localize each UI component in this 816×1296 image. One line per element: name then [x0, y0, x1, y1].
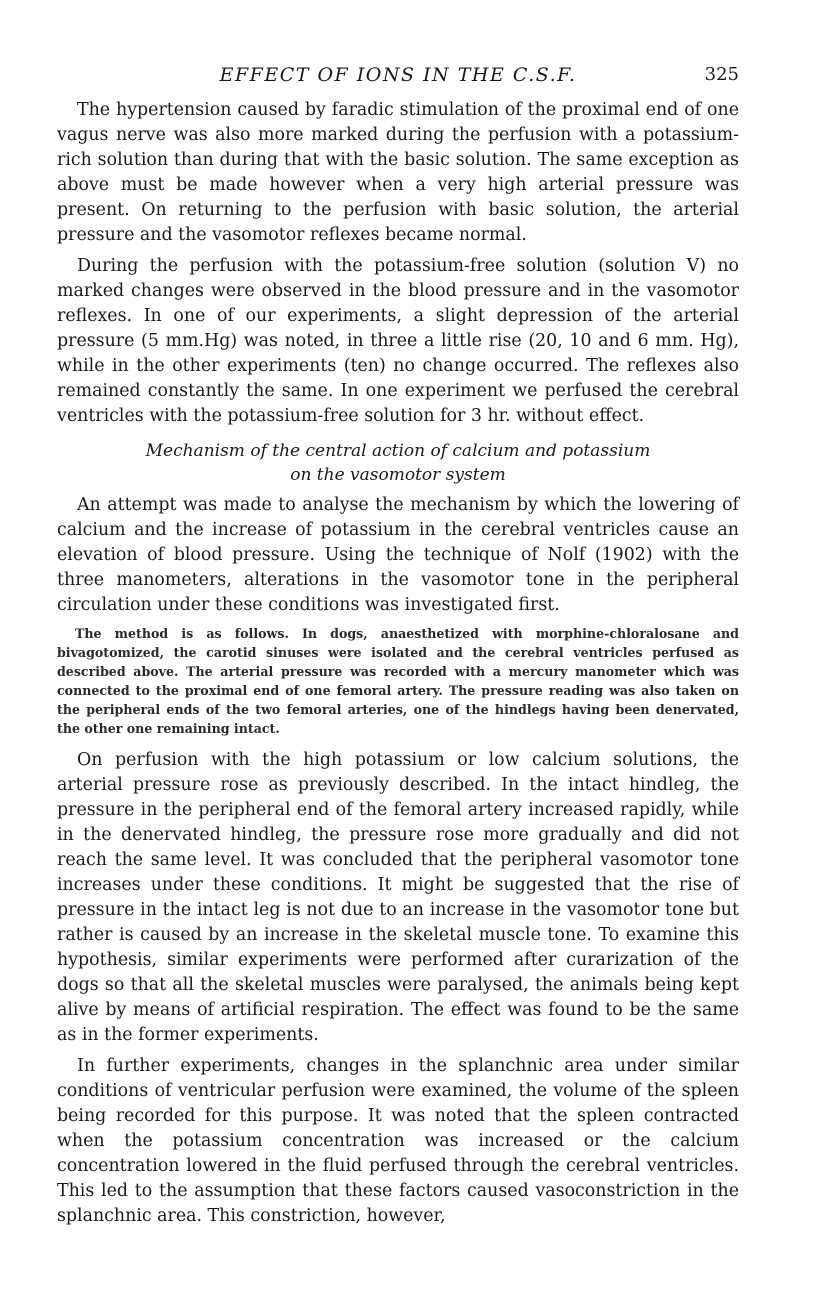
page-number: 325 [704, 64, 739, 85]
section-heading [57, 439, 739, 487]
paragraph-vagus-stimulation: The hypertension caused by faradic stimulation of the proximal end of one vagus nerve was also more marked during the perfusion with a potassium-rich solution than during that with the basic solution. The same exception as above must be made however when a very high arterial pressure was present. On returning to the perfusion with basic solution, the arterial pressure and the vasomotor reflexes became normal. [57, 100, 739, 245]
journal-page [57, 60, 739, 1229]
section-heading-line-2: on the vasomotor system [290, 465, 506, 485]
section-heading-line-1: Mechanism of the central action of calcium and potassium [145, 441, 651, 461]
paragraph-potassium-free: During the perfusion with the potassium-free solution (solution V) no marked changes were observed in the blood pressure and in the vasomotor reflexes. In one of our experiments, a slight depression of the arterial pressure (5 mm.Hg) was noted, in three a little rise (20, 10 and 6 mm. Hg), while in the other experiments (ten) no change occurred. The reflexes also remained constantly the same. In one experiment we perfused the cerebral ventricles with the potassium-free solution for 3 hr. without effect. [57, 256, 739, 426]
paragraph-splanchnic: In further experiments, changes in the splanchnic area under similar conditions of ventricular perfusion were examined, the volume of the spleen being recorded for this purpose. It was noted that the spleen contracted when the potassium concentration was increased or the calcium concentration lowered in the fluid perfused through the cerebral ventricles. This led to the assumption that these factors caused vasoconstriction in the splanchnic area. This constriction, however, [57, 1056, 739, 1226]
running-title: EFFECT OF IONS IN THE C.S.F. [219, 64, 577, 86]
method-note: The method is as follows. In dogs, anaesthetized with morphine-chloralosane and bivagotomized, the carotid sinuses were isolated and the cerebral ventricles perfused as described above. The arterial pressure was recorded with a mercury manometer which was connected to the proximal end of one femoral artery. The pressure reading was also taken on the peripheral ends of the two femoral arteries, one of the hindlegs having been denervated, the other one remaining intact. [57, 626, 739, 736]
paragraph-hindleg-results: On perfusion with the high potassium or low calcium solutions, the arterial pressure rose as previously described. In the intact hindleg, the pressure in the peripheral end of the femoral artery increased rapidly, while in the denervated hindleg, the pressure rose more gradually and did not reach the same level. It was concluded that the peripheral vasomotor tone increases under these conditions. It might be suggested that the rise of pressure in the intact leg is not due to an increase in the vasomotor tone but rather is caused by an increase in the skeletal muscle tone. To examine this hypothesis, similar experiments were performed after curarization of the dogs so that all the skeletal muscles were paralysed, the animals being kept alive by means of artificial respiration. The effect was found to be the same as in the former experiments. [57, 750, 739, 1045]
running-head [57, 60, 739, 90]
paragraph-mechanism-intro: An attempt was made to analyse the mechanism by which the lowering of calcium and the increase of potassium in the cerebral ventricles cause an elevation of blood pressure. Using the technique of Nolf (1902) with the three manometers, alterations in the vasomotor tone in the peripheral circulation under these conditions was investigated first. [57, 495, 739, 615]
